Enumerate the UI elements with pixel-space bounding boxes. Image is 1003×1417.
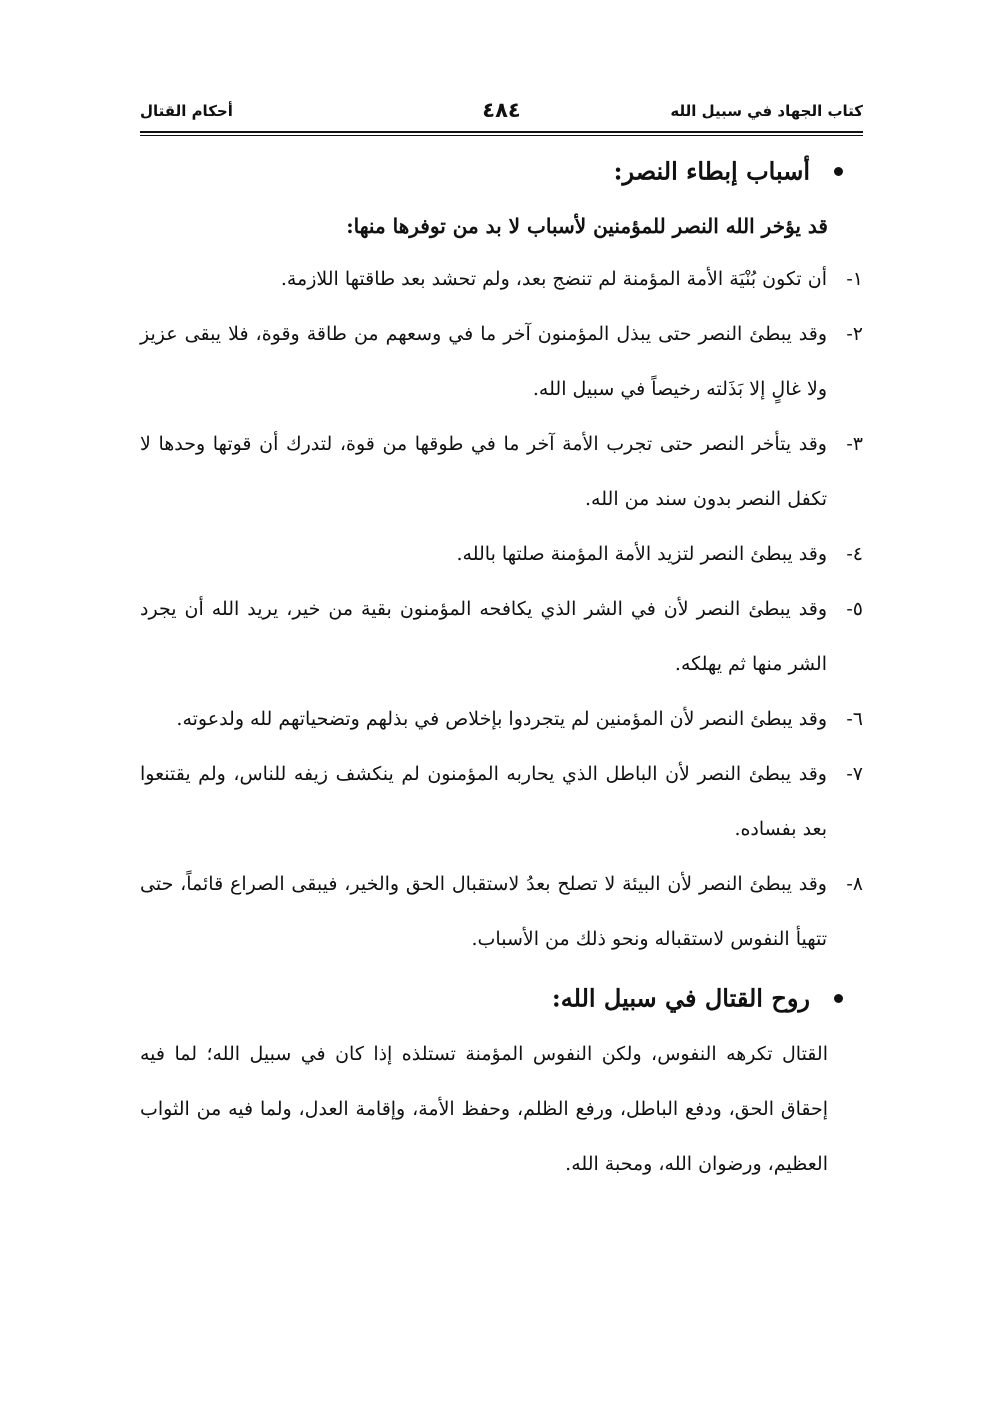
section-heading-spirit: [140, 967, 863, 1027]
item-text: وقد يبطئ النصر لتزيد الأمة المؤمنة صلتها بالله.: [456, 543, 827, 565]
list-item: [140, 582, 863, 692]
item-text: وقد يبطئ النصر لأن المؤمنين لم يتجردوا بإخلاص في بذلهم وتضحياتهم لله ولدعوته.: [176, 708, 827, 730]
item-number: ٦-: [846, 708, 863, 730]
page-body: [140, 140, 863, 1192]
item-number: ٢-: [846, 323, 863, 345]
item-number: ١-: [846, 268, 863, 290]
chapter-title: أحكام القتال: [140, 102, 233, 120]
section-title: روح القتال في سبيل الله:: [551, 983, 810, 1013]
item-number: ٥-: [846, 598, 863, 620]
section-heading-causes: [140, 140, 863, 200]
list-item: [140, 527, 863, 582]
section-intro: قد يؤخر الله النصر للمؤمنين لأسباب لا بد من توفرها منها:: [346, 214, 828, 238]
section-title: أسباب إبطاء النصر:: [613, 156, 810, 186]
item-text: وقد يبطئ النصر لأن الباطل الذي يحاربه المؤمنون لم ينكشف زيفه للناس، ولم يقتنعوا بعد بفساده.: [140, 763, 827, 840]
item-text: وقد يبطئ النصر حتى يبذل المؤمنون آخر ما في وسعهم من طاقة وقوة، فلا يبقى عزيز ولا غالٍ إلا بَذَلته رخيصاً في سبيل الله.: [140, 323, 827, 400]
page-header: [140, 98, 863, 134]
list-item: [140, 692, 863, 747]
page-number: ٤٨٤: [482, 98, 521, 122]
item-text: وقد يبطئ النصر لأن في الشر الذي يكافحه المؤمنون بقية من خير، يريد الله أن يجرد الشر منها ثم يهلكه.: [140, 598, 827, 675]
bullet-icon: [834, 994, 843, 1003]
book-title: كتاب الجهاد في سبيل الله: [670, 102, 863, 120]
header-divider: [140, 131, 863, 136]
item-text: أن تكون بُنْيَة الأمة المؤمنة لم تنضج بعد، ولم تحشد بعد طاقتها اللازمة.: [280, 268, 827, 290]
list-item: [140, 857, 863, 967]
item-number: ٣-: [846, 433, 863, 455]
list-item: [140, 747, 863, 857]
list-item: [140, 307, 863, 417]
item-number: ٤-: [846, 543, 863, 565]
section-paragraph: القتال تكرهه النفوس، ولكن النفوس المؤمنة تستلذه إذا كان في سبيل الله؛ لما فيه إحقاق الحق، ودفع الباطل، ورفع الظلم، وحفظ الأمة، وإقامة العدل، ولما فيه من الثواب العظيم، ورضوان الله، ومحبة الله.: [140, 1043, 828, 1175]
causes-list: [140, 252, 863, 967]
bullet-icon: [834, 167, 843, 176]
item-number: ٧-: [846, 763, 863, 785]
item-text: وقد يبطئ النصر لأن البيئة لا تصلح بعدُ لاستقبال الحق والخير، فيبقى الصراع قائماً، حتى تتهيأ النفوس لاستقباله ونحو ذلك من الأسباب.: [140, 873, 827, 950]
list-item: [140, 252, 863, 307]
list-item: [140, 417, 863, 527]
item-text: وقد يتأخر النصر حتى تجرب الأمة آخر ما في طوقها من قوة، لتدرك أن قوتها وحدها لا تكفل النصر بدون سند من الله.: [140, 433, 827, 510]
item-number: ٨-: [846, 873, 863, 895]
